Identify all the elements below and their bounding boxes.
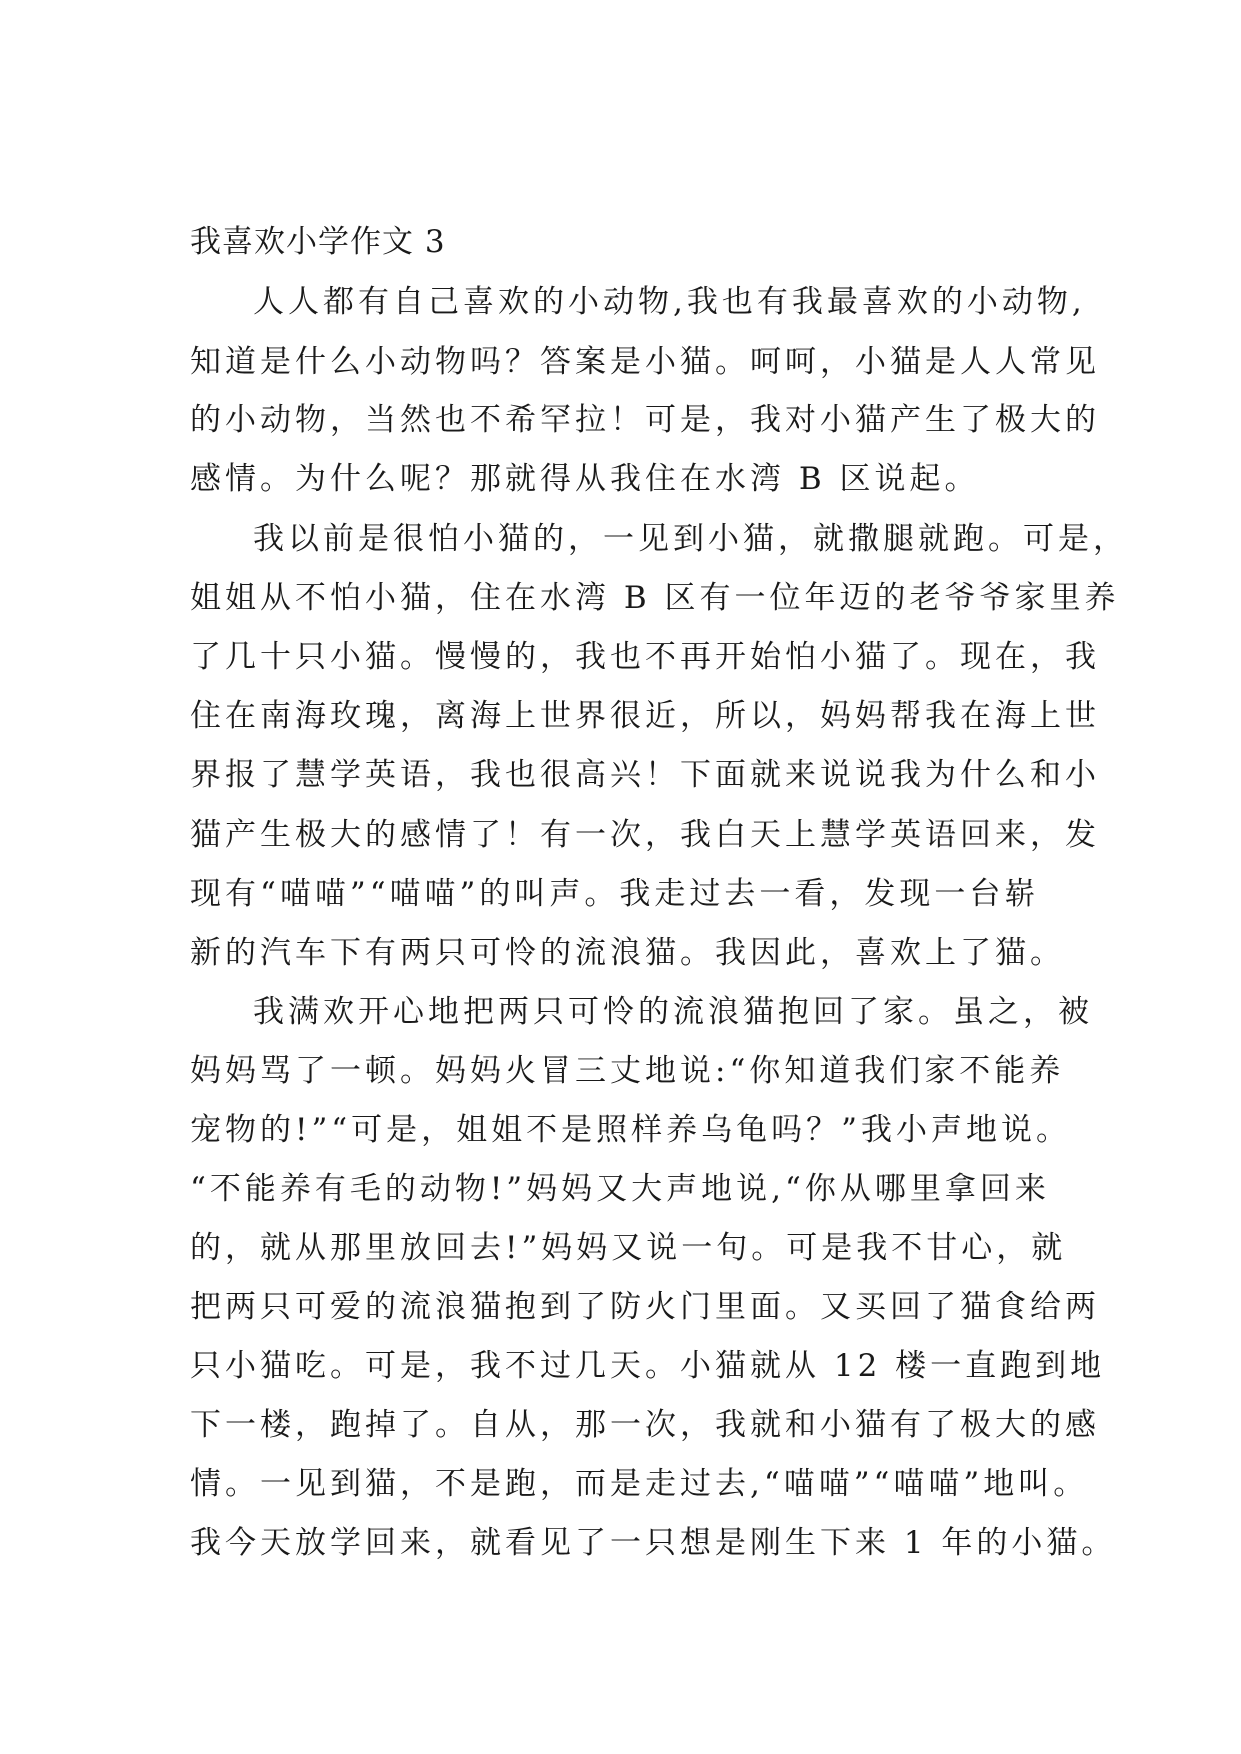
text-line: “不能养有毛的动物!”妈妈又大声地说,“你从哪里拿回来: [190, 1171, 1050, 1207]
text-line: 我以前是很怕小猫的，一见到小猫，就撒腿就跑。可是，: [253, 521, 1128, 557]
text-line: 宠物的!”“可是，姐姐不是照样养乌龟吗？”我小声地说。: [190, 1112, 1071, 1148]
text-line: 知道是什么小动物吗？答案是小猫。呵呵，小猫是人人常见: [190, 344, 1100, 380]
essay-title: 我喜欢小学作文 3: [190, 224, 446, 260]
text-line: 界报了慧学英语，我也很高兴！下面就来说说我为什么和小: [190, 757, 1100, 793]
text-line: 了几十只小猫。慢慢的，我也不再开始怕小猫了。现在，我: [190, 639, 1100, 675]
text-line: 感情。为什么呢？那就得从我住在水湾 B 区说起。: [190, 461, 980, 497]
text-line: 现有“喵喵”“喵喵”的叫声。我走过去一看，发现一台崭: [190, 876, 1040, 912]
text-line: 姐姐从不怕小猫，住在水湾 B 区有一位年迈的老爷爷家里养: [190, 580, 1120, 616]
text-line: 住在南海玫瑰，离海上世界很近，所以，妈妈帮我在海上世: [190, 698, 1100, 734]
text-line: 的小动物，当然也不希罕拉！可是，我对小猫产生了极大的: [190, 402, 1100, 438]
text-line: 下一楼，跑掉了。自从，那一次，我就和小猫有了极大的感: [190, 1407, 1100, 1443]
text-line: 我满欢开心地把两只可怜的流浪猫抱回了家。虽之，被: [253, 994, 1093, 1030]
text-line: 把两只可爱的流浪猫抱到了防火门里面。又买回了猫食给两: [190, 1289, 1100, 1325]
text-line: 我今天放学回来，就看见了一只想是刚生下来 1 年的小猫。: [190, 1525, 1117, 1561]
text-line: 只小猫吃。可是，我不过几天。小猫就从 12 楼一直跑到地: [190, 1348, 1106, 1384]
text-line: 新的汽车下有两只可怜的流浪猫。我因此，喜欢上了猫。: [190, 935, 1065, 971]
text-line: 猫产生极大的感情了！有一次，我白天上慧学英语回来，发: [190, 817, 1100, 853]
text-line: 的，就从那里放回去!”妈妈又说一句。可是我不甘心，就: [190, 1230, 1067, 1266]
text-line: 情。一见到猫，不是跑，而是走过去,“喵喵”“喵喵”地叫。: [190, 1466, 1089, 1502]
text-line: 妈妈骂了一顿。妈妈火冒三丈地说:“你知道我们家不能养: [190, 1053, 1065, 1089]
text-line: 人人都有自己喜欢的小动物,我也有我最喜欢的小动物,: [253, 284, 1086, 320]
